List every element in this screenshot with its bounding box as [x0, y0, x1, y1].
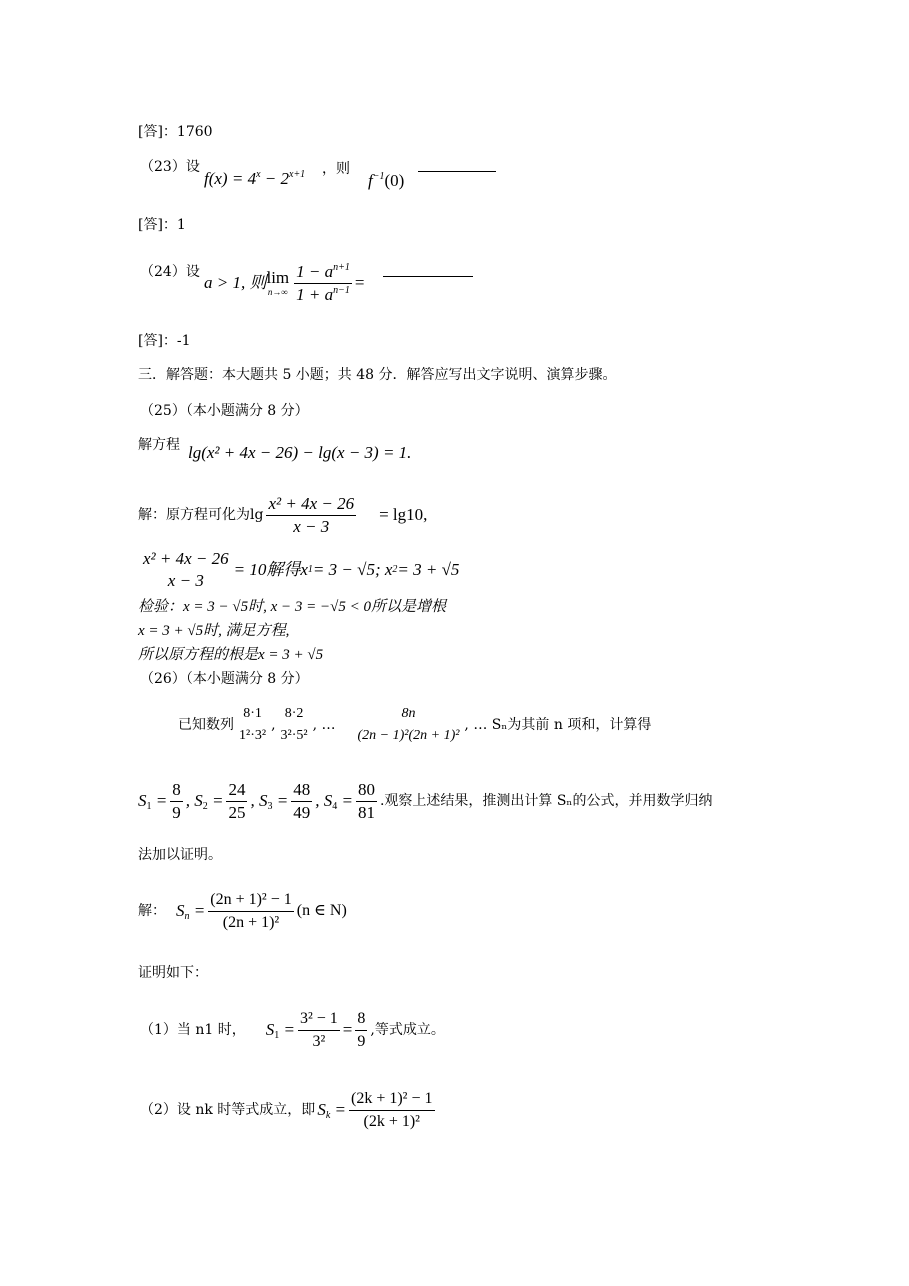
proof-heading: 证明如下：: [138, 965, 208, 981]
proof-step1: （1）当 n1 时， $S_1$ = $\frac{\text{3² − 1}}{\text{3²}}$ = $\frac{8}{9}$ , 等式成立。: [140, 1009, 445, 1050]
q26-sn-formula: 解： $S_n$ = $\frac{\text{(2n + 1)² − 1}}{\text{(2n + 1)²}}$ (n ∈ N): [138, 890, 347, 931]
q23-formula: $f(x) = 4^x - 2^{x+1}$: [204, 169, 306, 188]
q23-ze: ，则: [322, 161, 350, 177]
q24-label: （24）设: [140, 264, 200, 280]
q23-label: （23）设: [140, 159, 200, 175]
q25-step1: x² + 4x − 26 x − 3 = 10解得x 1 = 3 − √5; x 2 = 3 + √5: [143, 549, 460, 590]
q25-label: （25）（本小题满分 8 分）: [140, 403, 309, 419]
section-heading: 三．解答题：本大题共 5 小题；共 48 分．解答应写出文字说明、演算步骤。: [138, 367, 617, 383]
answer-1760: [答]：1760: [138, 124, 213, 140]
q25-prompt: 解方程: [138, 437, 180, 453]
q25-solution: 解：原方程可化为lg $\frac{\text{x² + 4x − 26}}{x - 3}$ = lg10,: [138, 493, 428, 536]
answer-minus1: [答]：-1: [138, 333, 191, 349]
q25-step4: 所以原方程的根是x = 3 + √5: [138, 647, 324, 663]
q26-sequence: 已知数列 8·1 1²·3² , 8·2 3²·5² , … 8n (2n − 1)²(2n + 1)² , … Sₙ为其前 n 项和，计算得: [178, 706, 652, 743]
q25-step2: 检验：x = 3 − √5时, x − 3 = −√5 < 0所以是增根: [138, 599, 447, 615]
q24-blank: [383, 262, 473, 277]
q26-continuation: 法加以证明。: [138, 847, 222, 863]
answer-1: [答]：1: [138, 217, 186, 233]
proof-step2: （2）设 nk 时等式成立，即 $S_k$ = $\frac{\text{(2k + 1)² − 1}}{\text{(2k + 1)²}}$: [140, 1089, 433, 1130]
q25-equation: lg(x² + 4x − 26) − lg(x − 3) = 1.: [188, 443, 412, 462]
q26-s-values: $S_1$ = $\frac{8}{9}$ , $S_2$ = $\frac{24}{25}$ , $S_3$ = $\frac{48}{49}$ , $S_4$ = $\frac{80}{81}$ .观察上述结果，推测出计算 Sₙ的公式，并用数学归纳: [138, 779, 713, 822]
q23-finv: $f^{-1}(0)$: [368, 171, 405, 190]
q24-formula: a > 1, 则 lim n→∞ $\frac{1 - a^{n+1}}{1 + a^{n-1}}$ =: [204, 261, 365, 304]
q26-label: （26）（本小题满分 8 分）: [140, 671, 309, 687]
q25-step3: x = 3 + √5时, 满足方程,: [138, 623, 290, 639]
q23-blank: [418, 154, 496, 172]
